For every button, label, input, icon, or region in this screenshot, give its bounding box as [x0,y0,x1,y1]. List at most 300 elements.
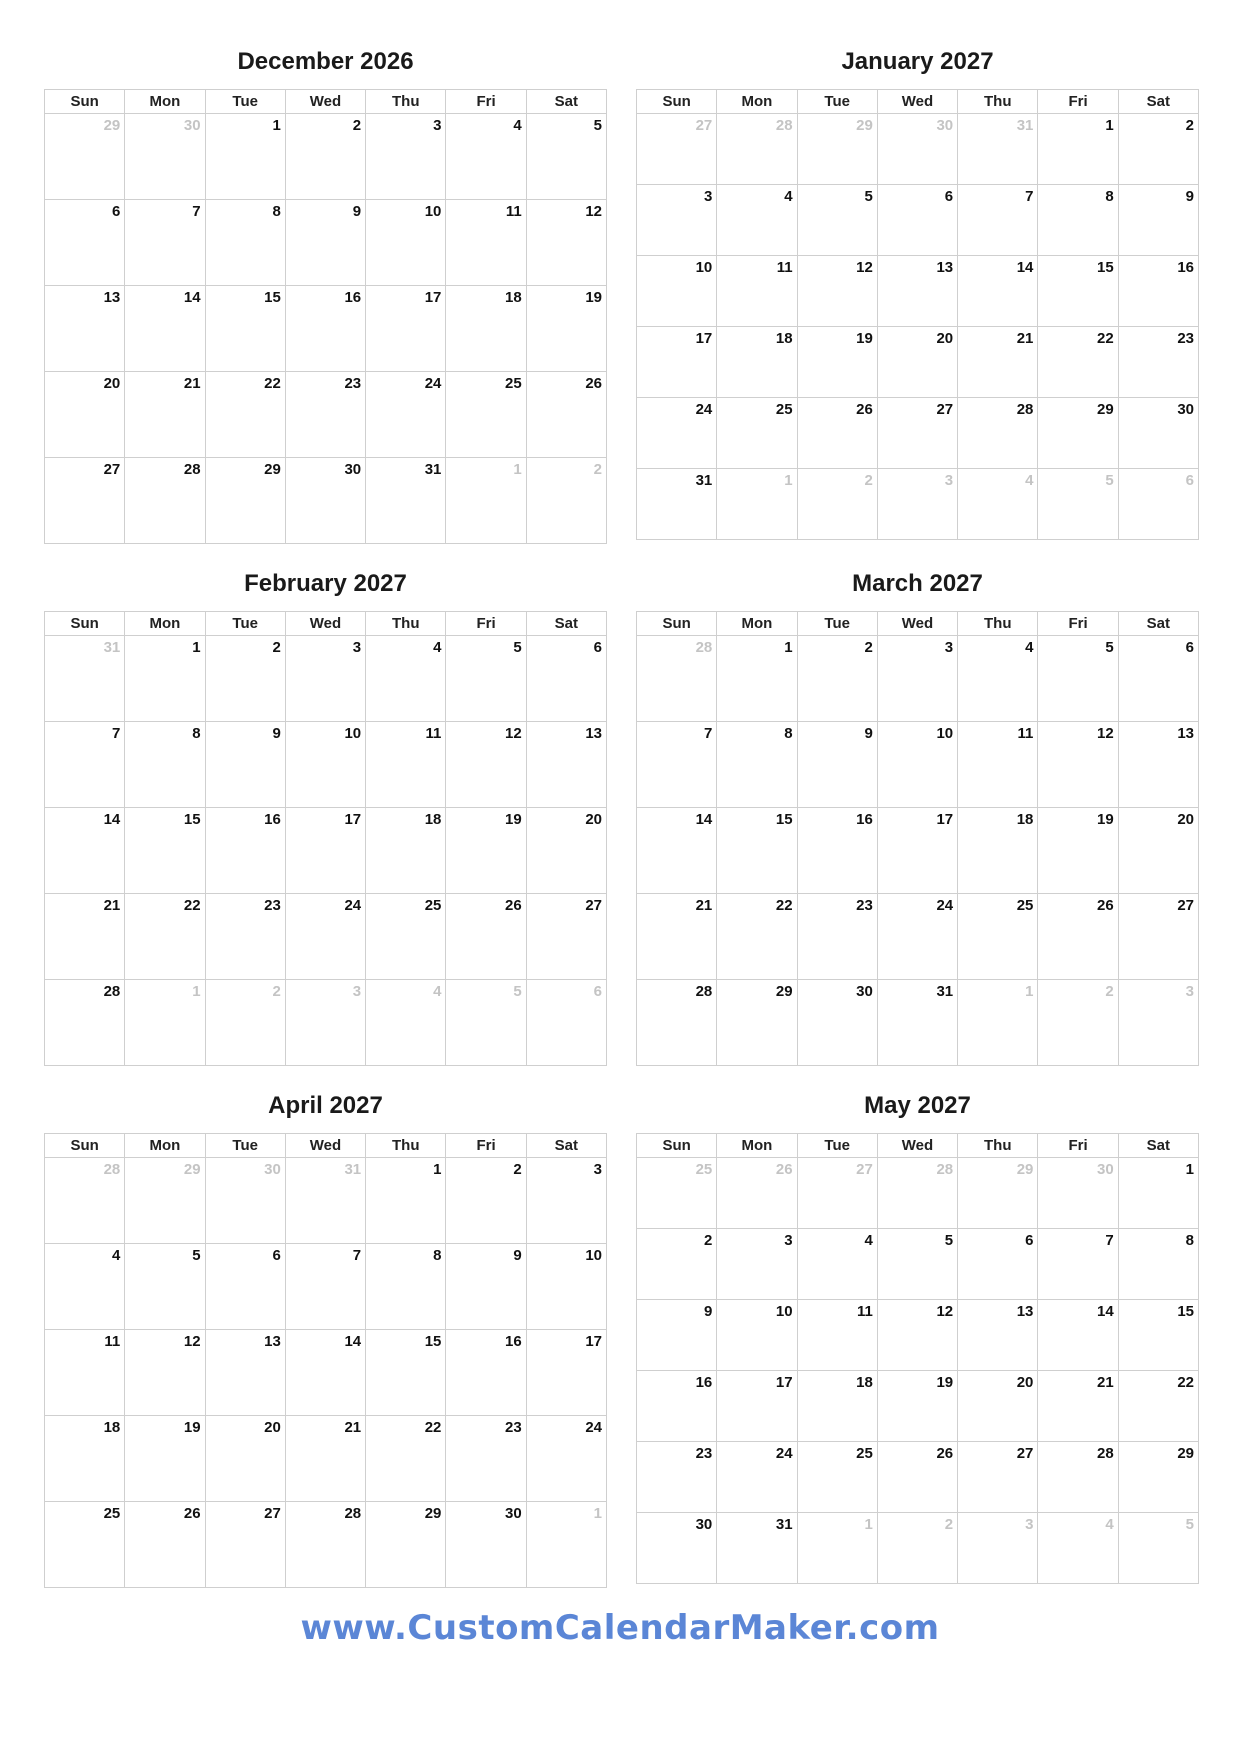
day-cell: 20 [877,327,957,398]
day-cell: 6 [877,185,957,256]
month-title: April 2027 [268,1092,383,1119]
adjacent-month-day-cell: 1 [125,980,205,1066]
adjacent-month-day-cell: 3 [1118,980,1198,1066]
day-cell: 11 [958,722,1038,808]
week-row [45,1244,607,1330]
day-cell: 18 [958,808,1038,894]
day-cell: 16 [637,1371,717,1442]
day-cell: 9 [1118,185,1198,256]
adjacent-month-day-cell: 1 [526,1502,606,1588]
month-grid [44,611,607,1066]
day-cell: 15 [717,808,797,894]
day-cell: 18 [717,327,797,398]
adjacent-month-day-cell: 3 [285,980,365,1066]
day-cell: 28 [45,980,125,1066]
day-cell: 29 [1038,398,1118,469]
day-cell: 5 [526,114,606,200]
week-row [637,636,1199,722]
day-cell: 24 [717,1442,797,1513]
weekday-header: Sun [45,90,125,114]
day-cell: 14 [958,256,1038,327]
month-title: December 2026 [237,48,414,75]
day-cell: 12 [526,200,606,286]
month-grid [636,1133,1199,1584]
day-cell: 1 [125,636,205,722]
day-cell: 5 [125,1244,205,1330]
weekday-header: Fri [446,1134,526,1158]
day-cell: 28 [958,398,1038,469]
day-cell: 19 [797,327,877,398]
day-cell: 1 [205,114,285,200]
day-cell: 28 [125,458,205,544]
day-cell: 19 [125,1416,205,1502]
day-cell: 19 [1038,808,1118,894]
adjacent-month-day-cell: 30 [877,114,957,185]
month-grid [636,89,1199,540]
day-cell: 17 [637,327,717,398]
day-cell: 13 [205,1330,285,1416]
adjacent-month-day-cell: 2 [877,1513,957,1584]
day-cell: 24 [526,1416,606,1502]
weekday-header: Tue [797,1134,877,1158]
day-cell: 30 [285,458,365,544]
adjacent-month-day-cell: 2 [797,469,877,540]
day-cell: 15 [1118,1300,1198,1371]
day-cell: 14 [45,808,125,894]
weekday-header: Fri [1038,90,1118,114]
day-cell: 10 [366,200,446,286]
day-cell: 24 [285,894,365,980]
day-cell: 10 [637,256,717,327]
day-cell: 20 [45,372,125,458]
day-cell: 18 [446,286,526,372]
adjacent-month-day-cell: 31 [285,1158,365,1244]
adjacent-month-day-cell: 2 [205,980,285,1066]
day-cell: 27 [526,894,606,980]
day-cell: 26 [526,372,606,458]
day-cell: 7 [958,185,1038,256]
day-cell: 11 [797,1300,877,1371]
week-row [637,256,1199,327]
weekday-header: Thu [958,612,1038,636]
adjacent-month-day-cell: 4 [366,980,446,1066]
day-cell: 26 [125,1502,205,1588]
day-cell: 31 [366,458,446,544]
weekday-header: Thu [366,90,446,114]
day-cell: 10 [877,722,957,808]
weekday-header: Thu [366,612,446,636]
day-cell: 23 [797,894,877,980]
adjacent-month-day-cell: 30 [205,1158,285,1244]
day-cell: 23 [1118,327,1198,398]
day-cell: 25 [446,372,526,458]
day-cell: 12 [797,256,877,327]
day-cell: 9 [285,200,365,286]
weekday-header: Mon [717,1134,797,1158]
day-cell: 29 [205,458,285,544]
adjacent-month-day-cell: 4 [958,469,1038,540]
weekday-header: Tue [205,612,285,636]
day-cell: 28 [285,1502,365,1588]
day-cell: 11 [366,722,446,808]
day-cell: 12 [1038,722,1118,808]
adjacent-month-day-cell: 28 [637,636,717,722]
day-cell: 13 [877,256,957,327]
adjacent-month-day-cell: 5 [446,980,526,1066]
adjacent-month-day-cell: 28 [45,1158,125,1244]
day-cell: 12 [877,1300,957,1371]
day-cell: 13 [526,722,606,808]
adjacent-month-day-cell: 1 [958,980,1038,1066]
weekday-header: Mon [717,612,797,636]
day-cell: 16 [205,808,285,894]
day-cell: 4 [717,185,797,256]
day-cell: 16 [446,1330,526,1416]
day-cell: 26 [877,1442,957,1513]
weekday-header: Sat [1118,1134,1198,1158]
day-cell: 22 [1038,327,1118,398]
adjacent-month-day-cell: 1 [797,1513,877,1584]
day-cell: 2 [446,1158,526,1244]
day-cell: 1 [1118,1158,1198,1229]
day-cell: 30 [446,1502,526,1588]
adjacent-month-day-cell: 1 [446,458,526,544]
day-cell: 25 [45,1502,125,1588]
adjacent-month-day-cell: 26 [717,1158,797,1229]
weekday-header: Sun [45,612,125,636]
week-row [637,980,1199,1066]
day-cell: 17 [877,808,957,894]
day-cell: 15 [125,808,205,894]
day-cell: 15 [205,286,285,372]
day-cell: 22 [1118,1371,1198,1442]
adjacent-month-day-cell: 31 [45,636,125,722]
day-cell: 7 [637,722,717,808]
day-cell: 8 [125,722,205,808]
day-cell: 26 [446,894,526,980]
day-cell: 20 [526,808,606,894]
day-cell: 31 [637,469,717,540]
day-cell: 14 [1038,1300,1118,1371]
day-cell: 23 [637,1442,717,1513]
day-cell: 27 [958,1442,1038,1513]
adjacent-month-day-cell: 4 [1038,1513,1118,1584]
week-row [637,327,1199,398]
day-cell: 8 [366,1244,446,1330]
week-row [637,469,1199,540]
website-footer[interactable]: www.CustomCalendarMaker.com [300,1608,940,1648]
weekday-header: Sat [1118,90,1198,114]
day-cell: 6 [1118,636,1198,722]
day-cell: 8 [1038,185,1118,256]
weekday-header: Tue [205,1134,285,1158]
week-row [637,1300,1199,1371]
adjacent-month-day-cell: 27 [637,114,717,185]
weekday-header: Fri [446,90,526,114]
day-cell: 18 [797,1371,877,1442]
weekday-header: Wed [877,612,957,636]
week-row [45,1330,607,1416]
weekday-header: Wed [285,90,365,114]
day-cell: 17 [285,808,365,894]
day-cell: 10 [526,1244,606,1330]
day-cell: 31 [877,980,957,1066]
day-cell: 29 [717,980,797,1066]
adjacent-month-day-cell: 1 [717,469,797,540]
day-cell: 7 [45,722,125,808]
day-cell: 21 [285,1416,365,1502]
day-cell: 22 [366,1416,446,1502]
day-cell: 19 [877,1371,957,1442]
day-cell: 3 [877,636,957,722]
day-cell: 14 [125,286,205,372]
day-cell: 8 [1118,1229,1198,1300]
day-cell: 28 [637,980,717,1066]
month-grid [636,611,1199,1066]
week-row [45,114,607,200]
week-row [45,1416,607,1502]
day-cell: 28 [1038,1442,1118,1513]
week-row [637,894,1199,980]
day-cell: 27 [877,398,957,469]
day-cell: 13 [45,286,125,372]
week-row [45,722,607,808]
day-cell: 23 [205,894,285,980]
day-cell: 2 [285,114,365,200]
adjacent-month-day-cell: 2 [526,458,606,544]
day-cell: 13 [958,1300,1038,1371]
day-cell: 27 [1118,894,1198,980]
day-cell: 12 [125,1330,205,1416]
week-row [45,980,607,1066]
adjacent-month-day-cell: 6 [526,980,606,1066]
day-cell: 25 [958,894,1038,980]
week-row [45,1502,607,1588]
adjacent-month-day-cell: 3 [877,469,957,540]
day-cell: 22 [717,894,797,980]
day-cell: 29 [1118,1442,1198,1513]
day-cell: 24 [877,894,957,980]
day-cell: 23 [446,1416,526,1502]
weekday-header: Sat [526,612,606,636]
day-cell: 4 [45,1244,125,1330]
day-cell: 4 [446,114,526,200]
weekday-header: Wed [285,612,365,636]
weekday-header: Mon [125,1134,205,1158]
week-row [45,894,607,980]
adjacent-month-day-cell: 5 [1038,469,1118,540]
day-cell: 1 [1038,114,1118,185]
adjacent-month-day-cell: 5 [1118,1513,1198,1584]
week-row [45,808,607,894]
weekday-header: Sat [526,1134,606,1158]
day-cell: 5 [1038,636,1118,722]
day-cell: 25 [366,894,446,980]
day-cell: 11 [446,200,526,286]
day-cell: 3 [637,185,717,256]
weekday-header: Wed [877,90,957,114]
week-row [45,372,607,458]
day-cell: 21 [958,327,1038,398]
weekday-header: Sun [637,1134,717,1158]
day-cell: 1 [366,1158,446,1244]
weekday-header: Thu [958,1134,1038,1158]
weekday-header: Sun [637,90,717,114]
day-cell: 24 [366,372,446,458]
adjacent-month-day-cell: 28 [717,114,797,185]
day-cell: 22 [205,372,285,458]
day-cell: 10 [285,722,365,808]
day-cell: 8 [717,722,797,808]
day-cell: 21 [1038,1371,1118,1442]
day-cell: 9 [205,722,285,808]
adjacent-month-day-cell: 28 [877,1158,957,1229]
day-cell: 3 [366,114,446,200]
week-row [637,185,1199,256]
adjacent-month-day-cell: 30 [125,114,205,200]
day-cell: 27 [45,458,125,544]
day-cell: 30 [1118,398,1198,469]
adjacent-month-day-cell: 6 [1118,469,1198,540]
day-cell: 5 [877,1229,957,1300]
day-cell: 3 [285,636,365,722]
day-cell: 26 [797,398,877,469]
month-grid [44,89,607,544]
week-row [45,1158,607,1244]
day-cell: 26 [1038,894,1118,980]
day-cell: 10 [717,1300,797,1371]
day-cell: 12 [446,722,526,808]
weekday-header: Wed [285,1134,365,1158]
day-cell: 9 [797,722,877,808]
week-row [637,722,1199,808]
day-cell: 8 [205,200,285,286]
day-cell: 7 [1038,1229,1118,1300]
weekday-header: Sun [45,1134,125,1158]
weekday-header: Thu [366,1134,446,1158]
day-cell: 16 [285,286,365,372]
day-cell: 5 [446,636,526,722]
month-title: March 2027 [852,570,983,597]
weekday-header: Mon [717,90,797,114]
adjacent-month-day-cell: 29 [45,114,125,200]
day-cell: 5 [797,185,877,256]
month-title: May 2027 [864,1092,971,1119]
day-cell: 20 [205,1416,285,1502]
week-row [45,200,607,286]
week-row [637,114,1199,185]
adjacent-month-day-cell: 3 [958,1513,1038,1584]
day-cell: 16 [797,808,877,894]
adjacent-month-day-cell: 31 [958,114,1038,185]
day-cell: 9 [637,1300,717,1371]
weekday-header: Fri [1038,612,1118,636]
weekday-header: Fri [446,612,526,636]
day-cell: 23 [285,372,365,458]
adjacent-month-day-cell: 29 [125,1158,205,1244]
day-cell: 11 [717,256,797,327]
day-cell: 14 [637,808,717,894]
day-cell: 13 [1118,722,1198,808]
day-cell: 1 [717,636,797,722]
day-cell: 4 [797,1229,877,1300]
adjacent-month-day-cell: 29 [958,1158,1038,1229]
day-cell: 2 [637,1229,717,1300]
day-cell: 7 [125,200,205,286]
day-cell: 9 [446,1244,526,1330]
day-cell: 22 [125,894,205,980]
day-cell: 18 [45,1416,125,1502]
day-cell: 17 [366,286,446,372]
day-cell: 3 [717,1229,797,1300]
day-cell: 2 [205,636,285,722]
weekday-header: Sat [1118,612,1198,636]
day-cell: 2 [1118,114,1198,185]
weekday-header: Tue [205,90,285,114]
month-grid [44,1133,607,1588]
weekday-header: Thu [958,90,1038,114]
day-cell: 3 [526,1158,606,1244]
day-cell: 6 [45,200,125,286]
month-title: February 2027 [244,570,407,597]
day-cell: 21 [45,894,125,980]
day-cell: 18 [366,808,446,894]
day-cell: 2 [797,636,877,722]
week-row [45,286,607,372]
day-cell: 6 [205,1244,285,1330]
day-cell: 25 [797,1442,877,1513]
day-cell: 29 [366,1502,446,1588]
day-cell: 16 [1118,256,1198,327]
weekday-header: Sat [526,90,606,114]
day-cell: 17 [526,1330,606,1416]
weekday-header: Sun [637,612,717,636]
week-row [637,1229,1199,1300]
day-cell: 21 [637,894,717,980]
week-row [45,458,607,544]
adjacent-month-day-cell: 27 [797,1158,877,1229]
weekday-header: Mon [125,90,205,114]
day-cell: 6 [958,1229,1038,1300]
week-row [637,1371,1199,1442]
day-cell: 25 [717,398,797,469]
week-row [45,636,607,722]
day-cell: 19 [526,286,606,372]
week-row [637,1513,1199,1584]
day-cell: 20 [1118,808,1198,894]
day-cell: 4 [958,636,1038,722]
weekday-header: Wed [877,1134,957,1158]
day-cell: 30 [637,1513,717,1584]
day-cell: 11 [45,1330,125,1416]
day-cell: 15 [366,1330,446,1416]
day-cell: 14 [285,1330,365,1416]
weekday-header: Tue [797,612,877,636]
day-cell: 4 [366,636,446,722]
day-cell: 21 [125,372,205,458]
week-row [637,398,1199,469]
adjacent-month-day-cell: 2 [1038,980,1118,1066]
day-cell: 30 [797,980,877,1066]
day-cell: 7 [285,1244,365,1330]
day-cell: 6 [526,636,606,722]
weekday-header: Mon [125,612,205,636]
day-cell: 15 [1038,256,1118,327]
week-row [637,1442,1199,1513]
weekday-header: Tue [797,90,877,114]
week-row [637,808,1199,894]
adjacent-month-day-cell: 29 [797,114,877,185]
